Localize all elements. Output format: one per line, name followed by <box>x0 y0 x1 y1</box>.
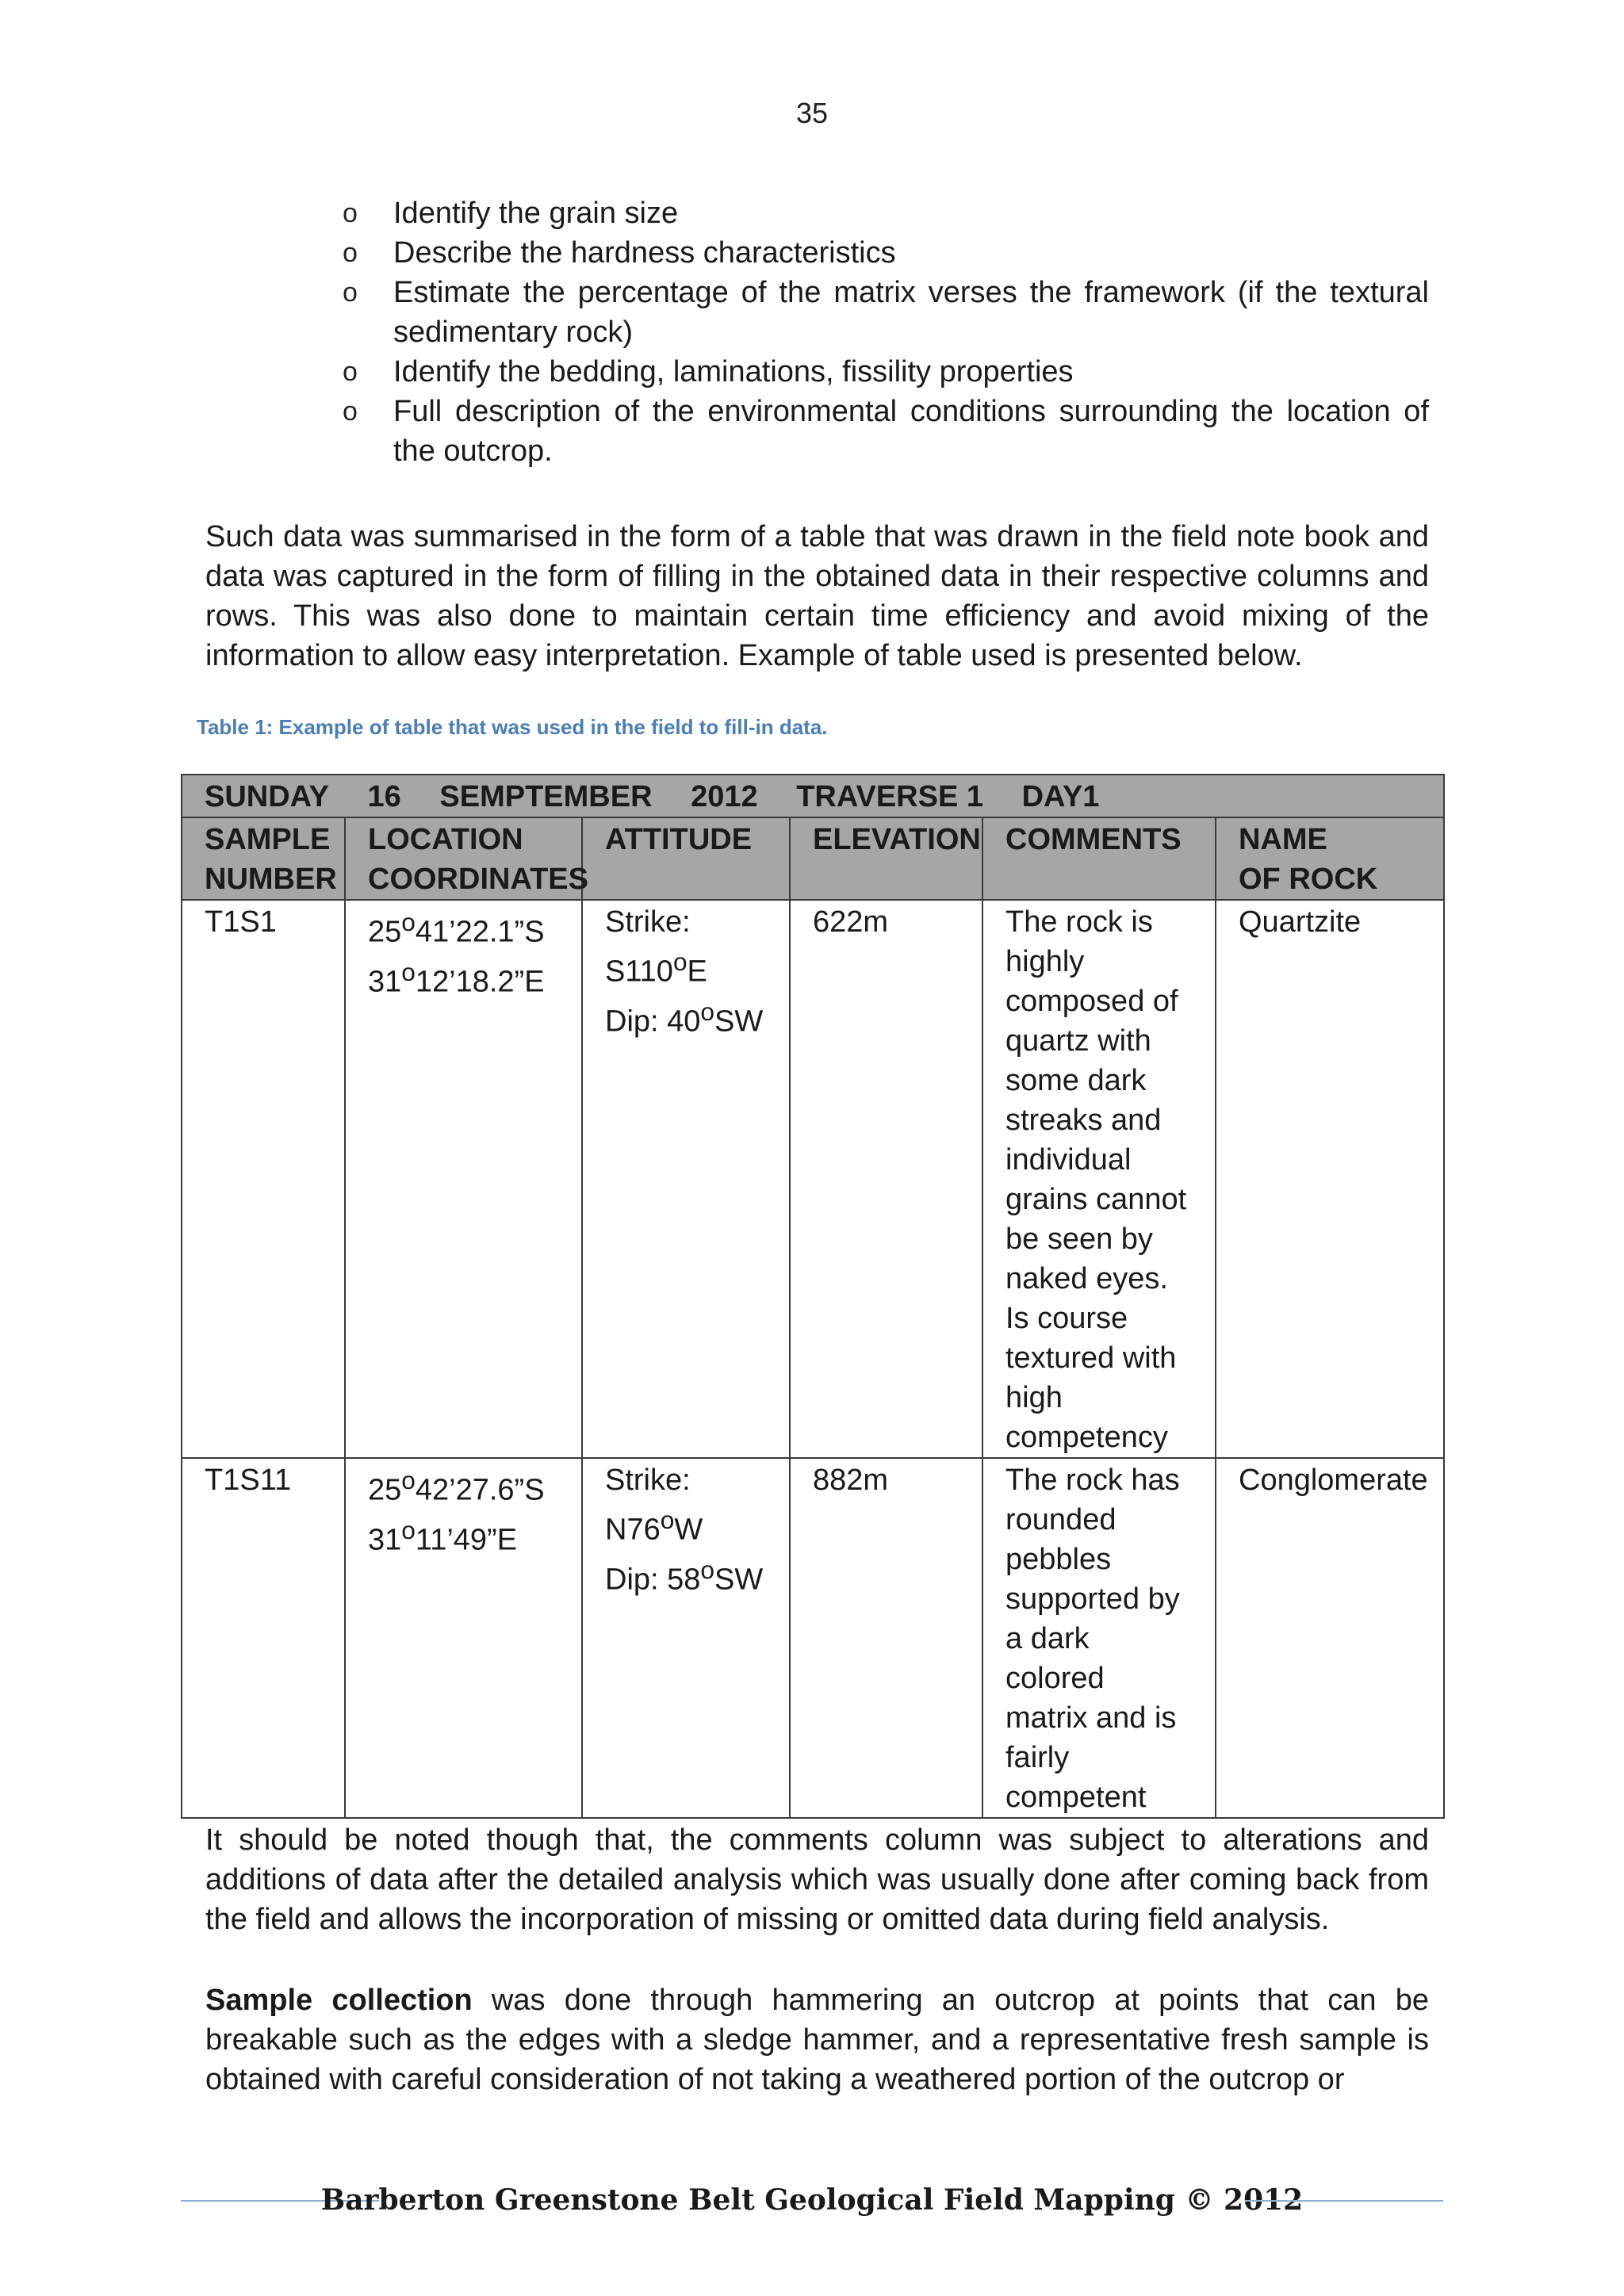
table-header-row <box>182 817 1444 900</box>
sample-number-cell: T1S1 <box>182 900 345 1458</box>
sample-collection-text: was done through hammering an outcrop at points that can be breakable such as the edges with a sledge hammer, and a representative fresh sample is obtained with careful consideration of not taking a weathered portion of the outcrop or <box>205 1984 1429 2096</box>
note-paragraph: It should be noted though that, the comments column was subject to alterations and additions of data after the detailed analysis which was usually done after coming back from the field and allows the incorporation of missing or omitted data during field analysis. <box>205 1823 1429 1936</box>
banner-day: SUNDAY <box>205 780 329 813</box>
bullet-marker: o <box>343 277 358 308</box>
sample-collection-paragraph <box>205 1980 1429 2099</box>
bullet-item <box>338 352 1429 392</box>
attitude-cell: Strike: S110$^o$E Dip: 40$^o$SW <box>582 900 790 1458</box>
bullet-item <box>338 273 1429 352</box>
column-header: ELEVATION <box>790 817 982 900</box>
column-header: NAME OF ROCK <box>1216 817 1444 900</box>
bullet-text: Describe the hardness characteristics <box>393 236 896 270</box>
criteria-bullet-list <box>338 193 1429 471</box>
page-footer <box>181 2180 1443 2220</box>
intro-paragraph: Such data was summarised in the form of a table that was drawn in the field note book and data was captured in the form of filling in the obtained data in their respective columns and rows. This was also done to maintain certain time efficiency and avoid mixing of the information to allow easy interpretation. Example of table used is presented below. <box>205 520 1429 672</box>
column-header: COMMENTS <box>982 817 1216 900</box>
banner-traverse: TRAVERSE 1 <box>796 780 983 813</box>
column-header: LOCATION COORDINATES <box>345 817 582 900</box>
bullet-marker: o <box>343 238 358 268</box>
rock-name-cell: Quartzite <box>1216 900 1444 1458</box>
elevation-cell: 882m <box>790 1458 982 1818</box>
page-number: 35 <box>795 97 829 129</box>
footer-rule-right <box>1245 2200 1443 2202</box>
coordinates-cell: 25$^o$42’27.6”S 31$^o$11’49”E <box>345 1458 582 1818</box>
table-caption: Table 1: Example of table that was used in the field to fill-in data. <box>197 715 828 739</box>
bullet-text: Identify the grain size <box>393 197 679 230</box>
column-header: ATTITUDE <box>582 817 790 900</box>
attitude-cell: Strike: N76$^o$W Dip: 58$^o$SW <box>582 1458 790 1818</box>
bullet-item <box>338 392 1429 471</box>
bullet-marker: o <box>343 357 358 387</box>
banner-year: 2012 <box>691 780 758 813</box>
bullet-marker: o <box>343 198 358 228</box>
bullet-marker: o <box>343 396 358 427</box>
bullet-item <box>338 233 1429 273</box>
footer-text: Barberton Greenstone Belt Geological Field Mapping © 2012 <box>320 2183 1304 2217</box>
table-row <box>182 900 1444 1458</box>
column-header: SAMPLE NUMBER <box>182 817 345 900</box>
traverse-banner <box>182 775 1444 817</box>
table-banner-row <box>182 775 1444 817</box>
field-data-table <box>181 774 1445 1819</box>
sample-number-cell: T1S11 <box>182 1458 345 1818</box>
elevation-cell: 622m <box>790 900 982 1458</box>
comments-cell: The rock has rounded pebbles supported by a dark colored matrix and is fairly competent <box>982 1458 1216 1818</box>
bullet-text: Estimate the percentage of the matrix verses the framework (if the textural sedimentary rock) <box>393 276 1429 349</box>
comments-cell: The rock is highly composed of quartz with some dark streaks and individual grains cannot be seen by naked eyes. Is course textured with high competency <box>982 900 1216 1458</box>
bullet-text: Full description of the environmental conditions surrounding the location of the outcrop. <box>393 395 1429 468</box>
banner-day-number: DAY1 <box>1021 780 1100 813</box>
table-row <box>182 1458 1444 1818</box>
sample-collection-term: Sample collection <box>205 1984 473 2017</box>
bullet-text: Identify the bedding, laminations, fissility properties <box>393 355 1074 388</box>
banner-month: SEMPTEMBER <box>439 780 653 813</box>
coordinates-cell: 25$^o$41’22.1”S 31$^o$12’18.2”E <box>345 900 582 1458</box>
bullet-item <box>338 193 1429 233</box>
rock-name-cell: Conglomerate <box>1216 1458 1444 1818</box>
banner-date: 16 <box>367 780 401 813</box>
